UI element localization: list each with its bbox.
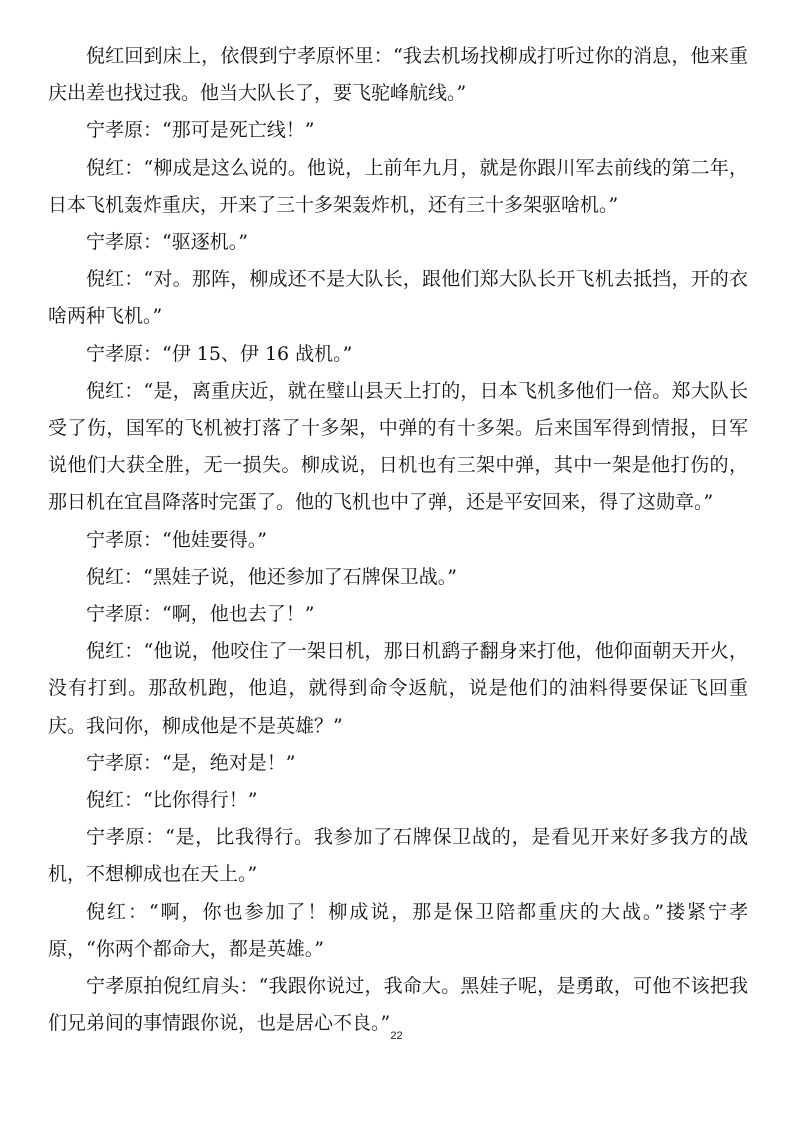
paragraph: 倪红：“啊，你也参加了！柳成说，那是保卫陪都重庆的大战。”搂紧宁孝原，“你两个都命大，都是英雄。” [48, 900, 748, 960]
paragraph: 倪红：“是，离重庆近，就在璧山县天上打的，日本飞机多他们一倍。郑大队长受了伤，国军的飞机被打落了十多架，中弹的有十多架。后来国军得到情报，日军说他们大获全胜，无一损失。柳成说，日机也有三架中弹，其中一架是他打伤的，那日机在宜昌降落时完蛋了。他的飞机也中了弹，还是平安回来，得了这勋章。” [48, 379, 748, 514]
paragraph: 宁孝原：“是，比我得行。我参加了石牌保卫战的，是看见开来好多我方的战机，不想柳成也在天上。” [48, 826, 748, 886]
paragraph: 倪红：“比你得行！” [86, 789, 258, 812]
page-number: 22 [390, 1030, 403, 1042]
paragraph: 倪红：“他说，他咬住了一架日机，那日机鹞子翻身来打他，他仰面朝天开火，没有打到。那敌机跑，他追，就得到命令返航，说是他们的油料得要保证飞回重庆。我问你，柳成他是不是英雄？” [48, 640, 748, 737]
paragraph: 倪红：“柳成是这么说的。他说，上前年九月，就是你跟川军去前线的第二年，日本飞机轰炸重庆，开来了三十多架轰炸机，还有三十多架驱啥机。” [48, 156, 748, 216]
paragraph: 宁孝原拍倪红肩头：“我跟你说过，我命大。黑娃子呢，是勇敢，可他不该把我们兄弟间的事情跟你说，也是居心不良。” [48, 975, 748, 1035]
paragraph: 宁孝原：“是，绝对是！” [86, 751, 296, 774]
paragraph: 宁孝原：“驱逐机。” [86, 231, 248, 254]
paragraph: 宁孝原：“他娃要得。” [86, 528, 267, 551]
paragraph: 宁孝原：“啊，他也去了！” [86, 603, 315, 626]
paragraph: 倪红：“黑娃子说，他还参加了石牌保卫战。” [86, 565, 457, 588]
paragraph: 倪红：“对。那阵，柳成还不是大队长，跟他们郑大队长开飞机去抵挡，开的衣啥两种飞机。” [48, 268, 748, 328]
paragraph: 宁孝原：“伊 15、伊 16 战机。” [86, 342, 353, 365]
body-text [48, 38, 748, 1042]
paragraph: 倪红回到床上，依偎到宁孝原怀里：“我去机场找柳成打听过你的消息，他来重庆出差也找过我。他当大队长了，要飞驼峰航线。” [48, 45, 748, 105]
paragraph: 宁孝原：“那可是死亡线！” [86, 119, 315, 142]
